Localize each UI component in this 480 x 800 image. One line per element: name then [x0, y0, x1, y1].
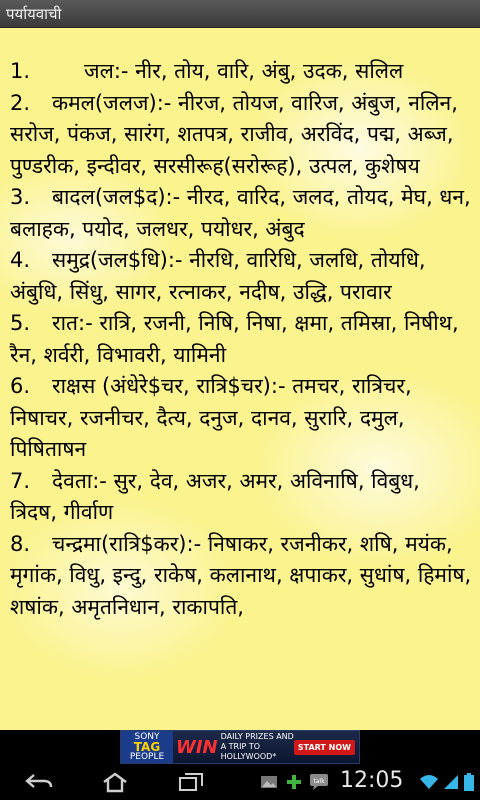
talk-icon [308, 770, 330, 794]
list-item [10, 371, 472, 466]
entry-text: चन्द्रमा(रात्रि$कर):- निषाकर, रजनीकर, शषि, मयंक, मृगांक, विधु, इन्दु, राकेष, कलानाथ, क्षपाकर, सुधांष, हिमांष, शषांक, अमृतनिधान, राकापति, [10, 531, 472, 619]
ad-brand-top: SONY [134, 732, 160, 742]
ad-brand-sub: PEOPLE [129, 752, 165, 762]
entry-text: कमल(जलज):- नीरज, तोयज, वारिज, अंबुज, नलिन, सरोज, पंकज, सारंग, शतपत्र, राजीव, अरविंद, पद्म, अब्ज, पुण्डरीक, इन्दीवर, सरसीरूह(सरोरूह), उत्पल, कुशेषय [10, 90, 458, 178]
entry-text: बादल(जल$द):- नीरद, वारिद, जलद, तोयद, मेघ, धन, बलाहक, पयोद, जलधर, पयोधर, अंबुद [10, 185, 471, 241]
recents-icon[interactable] [174, 770, 208, 794]
ad-tagline [221, 732, 294, 762]
ad-win-text: WIN [176, 736, 218, 758]
app-title: पर्यायवाची [6, 5, 62, 23]
entry-number: 7. [10, 468, 31, 493]
entry-number: 3. [10, 185, 31, 209]
entry-text: देवता:- सुर, देव, अजर, अमर, अविनाषि, विबुध, त्रिदष, गीर्वाण [10, 468, 420, 524]
battery-icon [462, 770, 476, 794]
content-area[interactable] [0, 28, 480, 730]
gallery-icon [258, 770, 280, 794]
ad-line-1: DAILY PRIZES AND [220, 732, 294, 741]
ad-line-2: A TRIP TO HOLLYWOOD* [220, 742, 277, 761]
wifi-icon [418, 770, 440, 794]
entry-number: 6. [10, 374, 31, 398]
ad-brand-main: TAG [133, 740, 161, 754]
list-item [10, 529, 472, 624]
clock: 12:05 [340, 768, 404, 793]
list-item [10, 88, 472, 183]
ad-cta-button[interactable]: START NOW [294, 740, 355, 755]
list-item [10, 56, 472, 88]
entry-number: 4. [10, 248, 31, 272]
list-item [10, 245, 472, 308]
entry-number: 1. [10, 59, 31, 83]
home-icon[interactable] [98, 770, 132, 794]
back-icon[interactable] [22, 770, 56, 794]
svg-text:talk: talk [313, 778, 325, 785]
entry-text: समुद्र(जल$धि):- नीरधि, वारिधि, जलधि, तोयधि, अंबुधि, सिंधु, सागर, रत्नाकर, नदीष, उद्धि, परावार [10, 248, 426, 304]
ad-banner[interactable] [120, 730, 360, 764]
system-navigation-bar [0, 764, 480, 800]
entry-number: 5. [10, 311, 31, 335]
list-item [10, 308, 472, 371]
list-item [10, 466, 472, 529]
entry-text: राक्षस (अंधेरे$चर, रात्रि$चर):- तमचर, रात्रिचर, निषाचर, रजनीचर, दैत्य, दनुज, दानव, सुरारि, दमुल, पिषिताषन [10, 374, 412, 461]
ad-brand-logo [121, 731, 173, 763]
signal-icon [442, 770, 460, 794]
list-item [10, 182, 472, 245]
entry-number: 8. [10, 531, 31, 556]
entry-number: 2. [10, 90, 31, 115]
entry-text: रात:- रात्रि, रजनी, निषि, निषा, क्षमा, तमिस्रा, निषीथ, रैन, शर्वरी, विभावरी, यामिनी [10, 311, 459, 367]
app-title-bar [0, 0, 480, 28]
entry-text: जल:- नीर, तोय, वारि, अंबु, उदक, सलिल [84, 59, 404, 83]
synonym-list [10, 56, 472, 623]
plus-icon [284, 770, 304, 794]
